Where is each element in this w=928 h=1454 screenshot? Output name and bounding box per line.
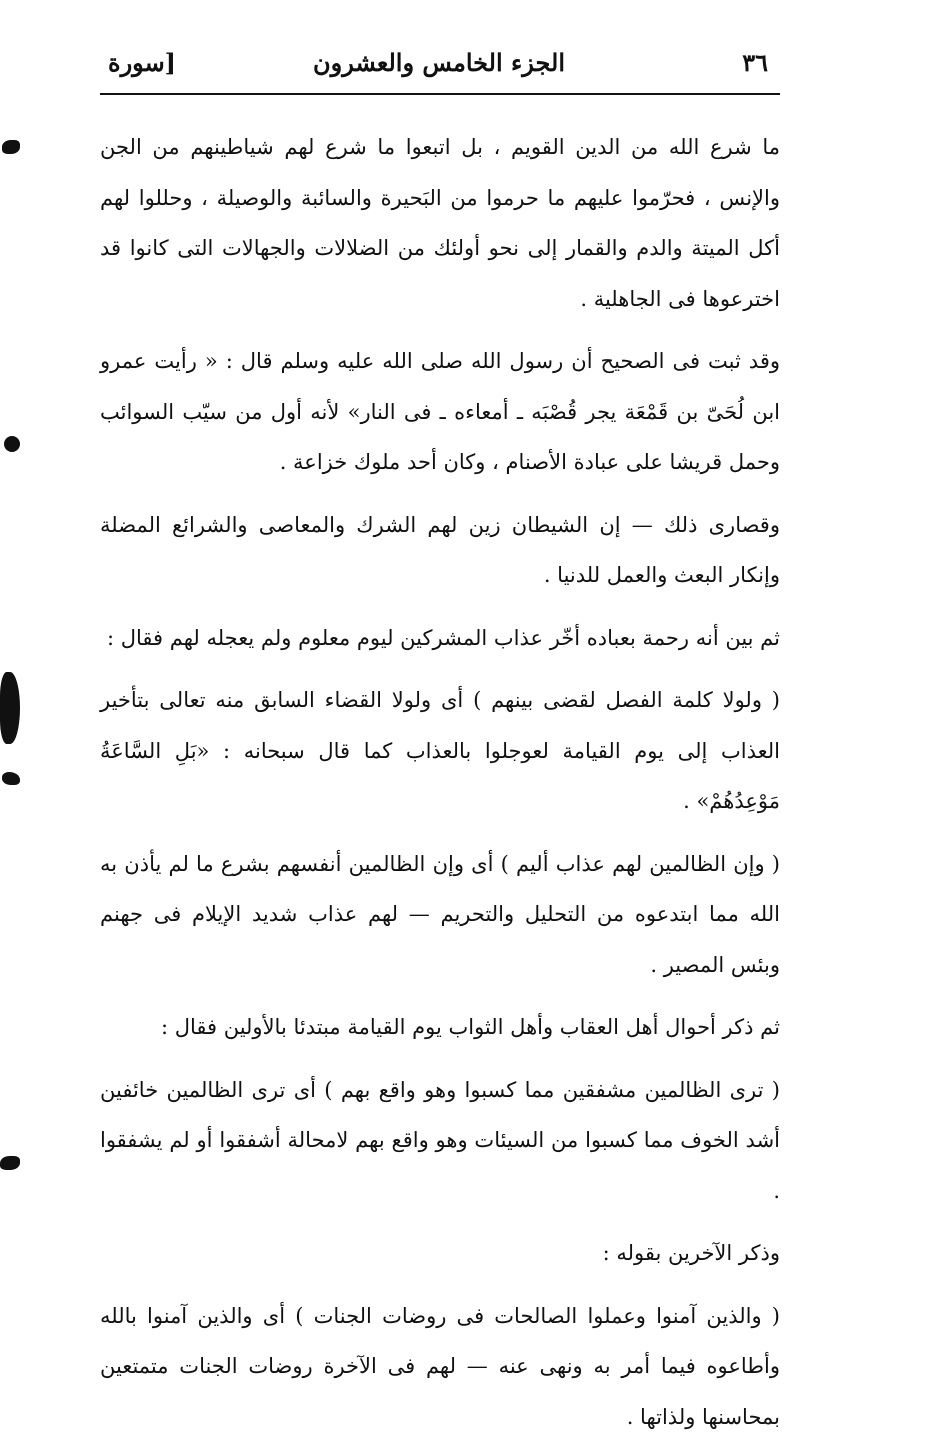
page-number: ٣٦ [742,48,768,77]
header-divider [100,93,780,95]
paragraph: ( ولولا كلمة الفصل لقضى بينهم ) أى ولولا القضاء السابق منه تعالى بتأخير العذاب إلى يوم القيامة لعوجلوا بالعذاب كما قال سبحانه : «بَلِ السَّاعَةُ مَوْعِدُهُمْ» . [100,688,780,813]
paragraph: وقد ثبت فى الصحيح أن رسول الله صلى الله عليه وسلم قال : « رأيت عمرو ابن لُحَىّ بن قَمْعَة يجر قُصْبَه ـ أمعاءه ـ فى النار» لأنه أول من سيّب السوائب وحمل قريشا على عبادة الأصنام ، وكان أحد ملوك خزاعة . [100,349,780,474]
page-header [100,38,778,88]
paragraph: ( ترى الظالمين مشفقين مما كسبوا وهو واقع بهم ) أى ترى الظالمين خائفين أشد الخوف مما كسبوا من السيئات وهو واقع بهم لامحالة أشفقوا أو لم يشفقوا . [100,1077,780,1203]
paragraph: ( والذين آمنوا وعملوا الصالحات فى روضات الجنات ) أى والذين آمنوا بالله وأطاعوه فيما أمر به ونهى عنه — لهم فى الآخرة روضات الجنات متمتعين بمحاسنها ولذاتها . [100,1303,780,1429]
binding-hole-mark [4,436,20,452]
binding-hole-mark [0,672,20,744]
body-text [100,122,780,1454]
surah-label: [سورة [108,48,177,77]
binding-hole-mark [2,772,20,785]
paragraph: وقصارى ذلك — إن الشيطان زين لهم الشرك والمعاصى والشرائع المضلة وإنكار البعث والعمل للدنيا . [100,512,780,587]
paragraph: ثم ذكر أحوال أهل العقاب وأهل الثواب يوم القيامة مبتدئا بالأولين فقال : [160,1015,780,1039]
binding-hole-mark [2,140,20,154]
paragraph: ثم بين أنه رحمة بعباده أخّر عذاب المشركين ليوم معلوم ولم يعجله لهم فقال : [106,625,780,650]
binding-hole-mark [0,1156,20,1170]
paragraph: ( وإن الظالمين لهم عذاب أليم ) أى وإن الظالمين أنفسهم بشرع ما لم يأذن به الله مما ابتدعوه من التحليل والتحريم — لهم عذاب شديد الإيلام فى جهنم وبئس المصير . [100,851,780,977]
running-title: الجزء الخامس والعشرون [313,48,565,77]
paragraph: ما شرع الله من الدين القويم ، بل اتبعوا ما شرع لهم شياطينهم من الجن والإنس ، فحرّموا عليهم ما حرموا من البَحيرة والسائبة والوصيلة ، وحللوا لهم أكل الميتة والدم والقمار إلى نحو أولئك من الضلالات والجهالات التى كانوا قد اخترعوها فى الجاهلية . [100,135,780,311]
paragraph: وذكر الآخرين بقوله : [602,1241,780,1265]
